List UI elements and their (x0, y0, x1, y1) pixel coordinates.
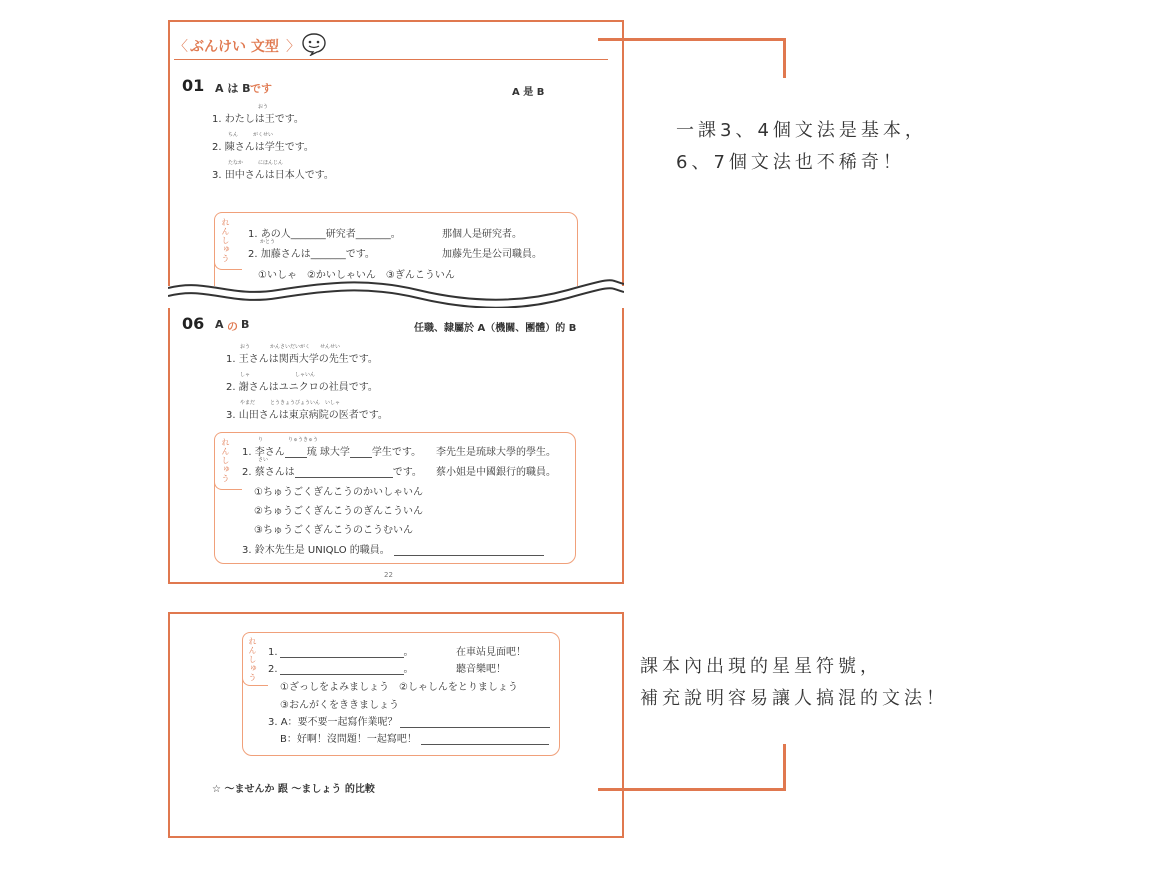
wave-divider (168, 278, 624, 308)
example-sentence: 1. わたしは王です。 (212, 114, 304, 125)
pattern-b: B (241, 318, 250, 331)
practice-options: ①ざっしをよみましょう ②しゃしんをとりましょう (280, 682, 518, 693)
example-ruby: おう (258, 104, 269, 110)
connector-bottom-vertical (783, 744, 786, 790)
practice-question: 3. A：要不要一起寫作業呢？ (268, 713, 550, 728)
connector-bottom-horizontal (598, 788, 786, 791)
pattern-a-is-b: A は B (215, 82, 251, 95)
practice-question: B：好啊！沒問題！一起寫吧！ (280, 730, 549, 745)
page-number: 22 (384, 571, 393, 579)
example-ruby: しゃ しゃいん (240, 372, 316, 378)
header-bracket-right: 〉 (286, 39, 300, 55)
example-sentence: 3. 山田さんは東京病院の医者です。 (226, 410, 388, 421)
example-ruby: やまだ とうきょうびょういん いしゃ (240, 400, 341, 406)
section-number-01: 01 (182, 76, 205, 95)
example-sentence: 2. 謝さんはユニクロの社員です。 (226, 382, 378, 393)
callout-1-line-2: 6、7個文法也不稀奇！ (676, 152, 905, 173)
practice-tab-label: れんしゅう (248, 637, 257, 682)
pattern-no: の (227, 320, 238, 333)
section-number-06: 06 (182, 314, 205, 333)
callout-2-line-1: 課本內出現的星星符號， (640, 656, 882, 677)
header-rule (174, 59, 608, 60)
practice-translation: 聽音樂吧！ (456, 664, 506, 675)
practice-option: ③ちゅうごくぎんこうのこうむいん (254, 525, 413, 536)
practice-translation: 李先生是琉球大學的學生。 (436, 447, 556, 458)
practice-ruby: かとう (260, 239, 276, 245)
callout-1-line-1: 一課3、4個文法是基本， (676, 120, 927, 141)
practice-question: 1. 李さん 琉 球大学 学生です。 (242, 447, 422, 458)
practice-question: 3. 鈴木先生是 UNIQLO 的職員。 (242, 541, 544, 556)
pattern-desu: です (250, 82, 272, 95)
practice-translation: 在車站見面吧！ (456, 647, 526, 658)
practice-tab-label: れんしゅう (221, 218, 230, 263)
pattern-a: A (215, 318, 224, 331)
header-bracket-left: 〈 (174, 39, 188, 55)
practice-question: 2. 。 (268, 664, 414, 675)
example-ruby: ちん がくせい (228, 132, 274, 138)
practice-question: 1. あの人_______研究者_______。 (248, 229, 401, 240)
example-ruby: おう かんさいだいがく せんせい (240, 344, 341, 350)
connector-top-vertical (783, 38, 786, 78)
practice-ruby: り りゅうきゅう (258, 437, 319, 443)
example-ruby: たなか にほんじん (228, 160, 284, 166)
practice-option: ①ちゅうごくぎんこうのかいしゃいん (254, 487, 423, 498)
practice-options: ③おんがくをききましょう (280, 700, 399, 711)
practice-tab-label: れんしゅう (221, 438, 230, 483)
example-sentence: 2. 陳さんは学生です。 (212, 142, 314, 153)
textbook-page-2 (168, 612, 624, 838)
practice-question: 1. 。 (268, 647, 414, 658)
callout-2-line-2: 補充說明容易讓人搞混的文法！ (640, 688, 948, 709)
pattern-meaning: 任職、隸屬於 A（機關、團體）的 B (414, 323, 577, 334)
speech-bubble-face-icon (301, 32, 327, 56)
practice-question: 2. 加藤さんは_______です。 (248, 249, 375, 260)
practice-options: ①いしゃ ②かいしゃいん ③ぎんこういん (258, 270, 455, 281)
practice-ruby: さい (258, 457, 269, 463)
star-note: ☆ 〜ませんか 跟 〜ましょう 的比較 (212, 784, 375, 795)
practice-translation: 蔡小姐是中國銀行的職員。 (436, 467, 556, 478)
pattern-meaning: A 是 B (512, 87, 545, 98)
practice-option: ②ちゅうごくぎんこうのぎんこういん (254, 506, 423, 517)
practice-question: 2. 蔡さんは です。 (242, 467, 422, 478)
example-sentence: 3. 田中さんは日本人です。 (212, 170, 334, 181)
connector-top-horizontal (598, 38, 786, 41)
practice-translation: 加藤先生是公司職員。 (442, 249, 542, 260)
textbook-page-1 (168, 20, 624, 584)
example-sentence: 1. 王さんは関西大学の先生です。 (226, 354, 378, 365)
practice-translation: 那個人是研究者。 (442, 229, 522, 240)
header-title: ぶんけい 文型 (190, 39, 279, 55)
